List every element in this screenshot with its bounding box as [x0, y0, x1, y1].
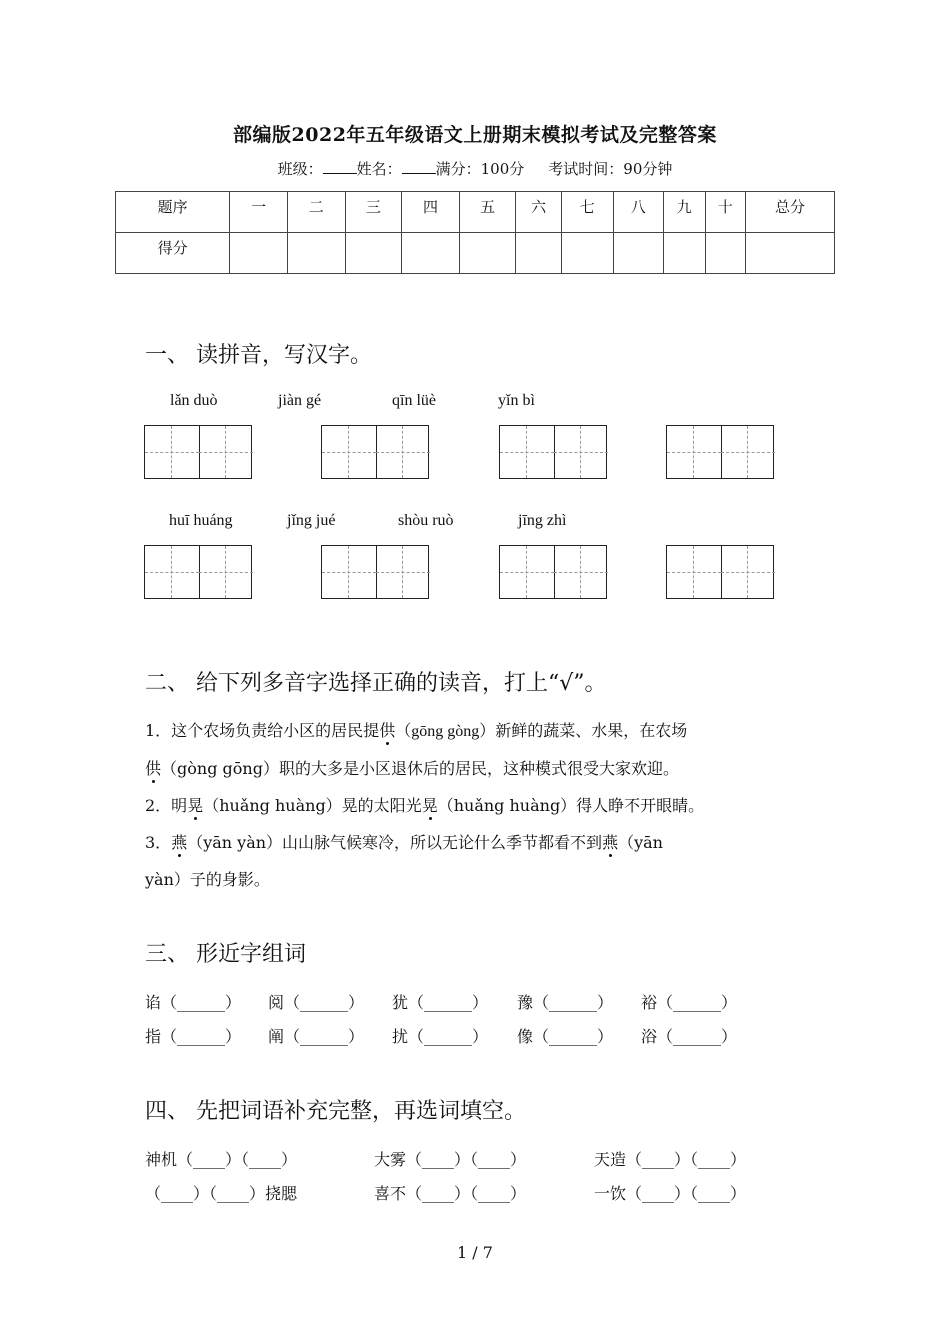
pinyin-label: jīng zhì [518, 512, 567, 529]
score-cell[interactable] [745, 233, 834, 274]
score-header: 九 [664, 192, 705, 233]
section-1-title: 一、 读拼音，写汉字。 [145, 343, 372, 368]
pinyin-label: jǐng jué [287, 512, 336, 529]
score-cell[interactable] [230, 233, 288, 274]
polyphone-char: 晃 [187, 793, 203, 816]
exam-info [0, 158, 950, 179]
writing-box[interactable] [321, 545, 429, 599]
idiom-item[interactable]: 一饮（____）（____） [594, 1184, 747, 1203]
word-item[interactable]: 阐（______） [268, 1027, 365, 1046]
pinyin-label: qīn lüè [392, 392, 436, 409]
page-title: 部编版2022年五年级语文上册期末模拟考试及完整答案 [233, 124, 717, 146]
score-header: 四 [402, 192, 460, 233]
polyphone-char: 燕 [602, 830, 618, 853]
question-1-line-2: 供（gòng gōng）职的大多是小区退休后的居民，这种模式很受大家欢迎。 [145, 756, 679, 779]
score-table [115, 191, 835, 274]
score-header: 题序 [116, 192, 230, 233]
word-item[interactable]: 裕（______） [641, 993, 738, 1012]
score-cell[interactable] [345, 233, 402, 274]
score-cell[interactable] [613, 233, 664, 274]
score-cell[interactable] [459, 233, 516, 274]
idiom-item[interactable]: 大雾（____）（____） [374, 1150, 527, 1169]
idiom-item[interactable]: 喜不（____）（____） [374, 1184, 527, 1203]
polyphone-char: 燕 [171, 830, 187, 853]
score-cell[interactable] [664, 233, 705, 274]
question-3-line-2: yàn）子的身影。 [145, 870, 270, 889]
score-cell[interactable] [705, 233, 745, 274]
writing-box[interactable] [144, 545, 252, 599]
idiom-item[interactable]: 神机（____）（____） [145, 1150, 298, 1169]
section-3-title: 三、 形近字组词 [145, 942, 306, 967]
word-item[interactable]: 像（______） [517, 1027, 614, 1046]
pinyin-label: shòu ruò [398, 512, 454, 529]
score-header: 五 [459, 192, 516, 233]
writing-box[interactable] [499, 425, 607, 479]
page-number: 1 / 7 [457, 1243, 493, 1262]
idiom-item[interactable]: 天造（____）（____） [594, 1150, 747, 1169]
class-blank [323, 159, 357, 174]
score-cell[interactable] [402, 233, 460, 274]
writing-box[interactable] [144, 425, 252, 479]
idiom-item[interactable]: （____）（____）挠腮 [145, 1184, 298, 1203]
exam-time: 考试时间：90分钟 [548, 160, 673, 178]
pinyin-label: lǎn duò [170, 392, 218, 409]
pinyin-label: jiàn gé [278, 392, 322, 409]
score-header: 六 [516, 192, 562, 233]
polyphone-char: 晃 [422, 793, 438, 816]
word-item[interactable]: 谄（______） [145, 993, 242, 1012]
polyphone-char: 供 [145, 756, 161, 779]
writing-box[interactable] [321, 425, 429, 479]
score-header: 三 [345, 192, 402, 233]
word-item[interactable]: 豫（______） [517, 993, 614, 1012]
name-label: 姓名： [356, 160, 402, 178]
question-1-line-1: 1．这个农场负责给小区的居民提供（gōng gòng）新鲜的蔬菜、水果，在农场 [145, 718, 687, 741]
polyphone-char: 供 [379, 718, 395, 741]
score-header: 八 [613, 192, 664, 233]
score-header-row [116, 192, 835, 233]
score-header: 总分 [745, 192, 834, 233]
word-item[interactable]: 犹（______） [392, 993, 489, 1012]
question-3-line-1: 3．燕（yān yàn）山山脉气候寒冷，所以无论什么季节都看不到燕（yān [145, 830, 663, 853]
name-blank [402, 159, 436, 174]
writing-box[interactable] [666, 425, 774, 479]
section-2-title: 二、 给下列多音字选择正确的读音，打上“√”。 [145, 671, 607, 696]
word-item[interactable]: 扰（______） [392, 1027, 489, 1046]
score-cell[interactable] [561, 233, 613, 274]
score-row-label: 得分 [116, 233, 230, 274]
score-header: 十 [705, 192, 745, 233]
score-cell[interactable] [287, 233, 345, 274]
class-label: 班级： [277, 160, 323, 178]
word-item[interactable]: 浴（______） [641, 1027, 738, 1046]
pinyin-label: huī huáng [169, 512, 233, 529]
word-item[interactable]: 指（______） [145, 1027, 242, 1046]
word-item[interactable]: 阅（______） [268, 993, 365, 1012]
score-row [116, 233, 835, 274]
question-2: 2．明晃（huǎng huàng）晃的太阳光晃（huǎng huàng）得人睁不开眼睛。 [145, 793, 704, 816]
score-cell[interactable] [516, 233, 562, 274]
score-header: 二 [287, 192, 345, 233]
full-score: 满分：100分 [435, 160, 525, 178]
score-header: 一 [230, 192, 288, 233]
score-header: 七 [561, 192, 613, 233]
writing-box[interactable] [666, 545, 774, 599]
writing-box[interactable] [499, 545, 607, 599]
pinyin-label: yǐn bì [498, 392, 535, 409]
section-4-title: 四、 先把词语补充完整，再选词填空。 [145, 1099, 526, 1124]
